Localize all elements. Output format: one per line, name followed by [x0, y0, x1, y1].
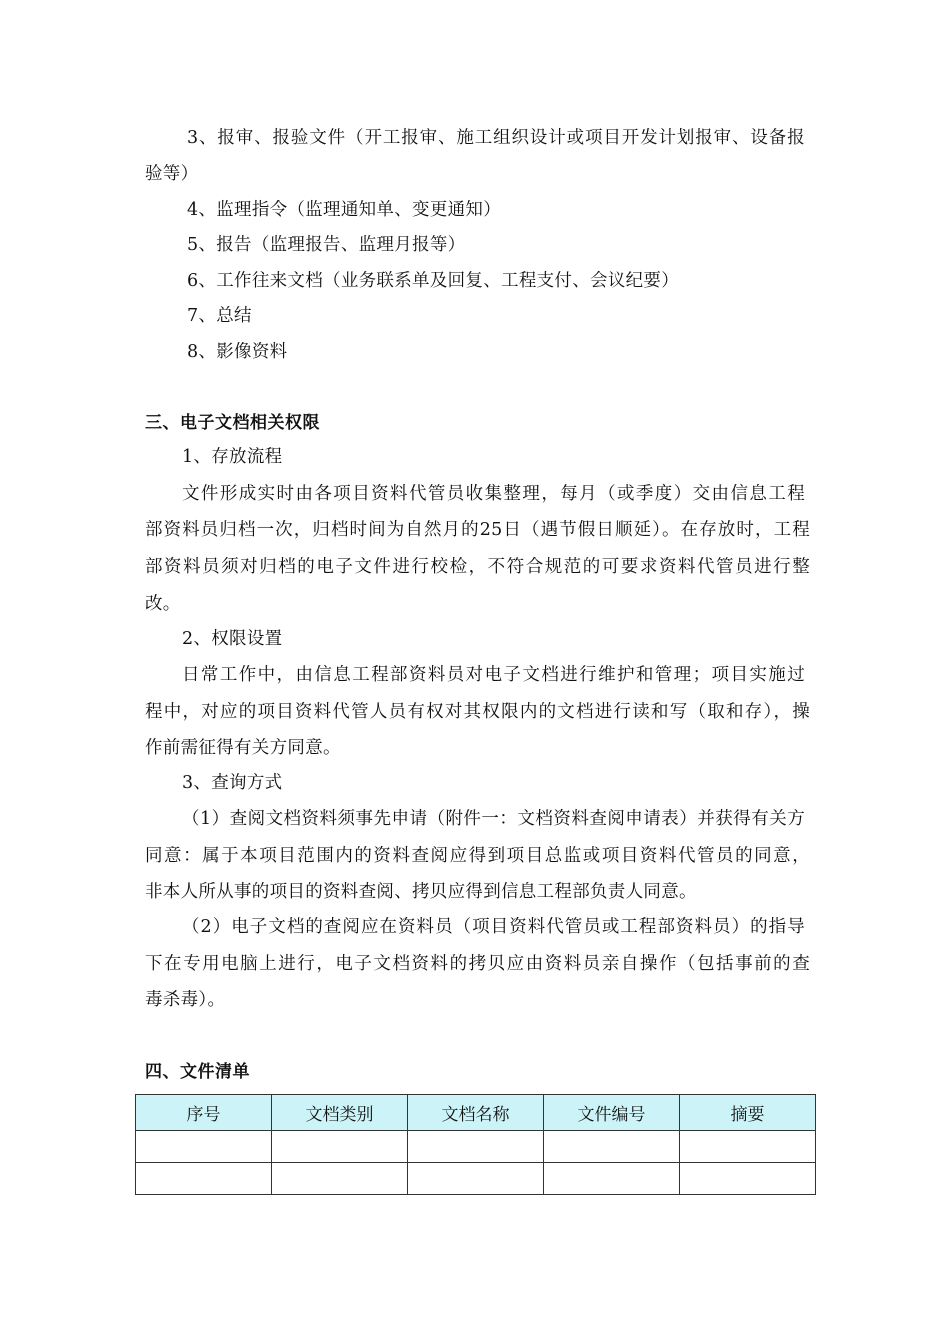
- section-3-heading: 三、电子文档相关权限: [145, 413, 320, 433]
- header-cell-category: 文档类别: [272, 1095, 408, 1131]
- file-list-table: [135, 1094, 816, 1195]
- para-2-line-3: 作前需征得有关方同意。: [145, 738, 341, 758]
- para-4-line-3: 毒杀毒）。: [145, 990, 226, 1010]
- table-cell: [272, 1131, 408, 1163]
- header-cell-number: 文件编号: [544, 1095, 680, 1131]
- section-3-sub-3: 3、查询方式: [182, 773, 283, 793]
- header-cell-summary: 摘要: [680, 1095, 816, 1131]
- para-1-line-1: 文件形成实时由各项目资料代管员收集整理，每月（或季度）交由信息工程: [182, 484, 805, 504]
- section-3-sub-1: 1、存放流程: [182, 447, 283, 467]
- table-cell: [544, 1163, 680, 1195]
- para-4-line-2: 下在专用电脑上进行，电子文档资料的拷贝应由资料员亲自操作（包括事前的查: [145, 954, 810, 974]
- table-cell: [680, 1163, 816, 1195]
- table-cell: [680, 1131, 816, 1163]
- list-item-3-line1: 3、报审、报验文件（开工报审、施工组织设计或项目开发计划报审、设备报: [187, 128, 805, 148]
- table-header-row: [136, 1095, 816, 1131]
- header-cell-index: 序号: [136, 1095, 272, 1131]
- table-cell: [272, 1163, 408, 1195]
- para-3-line-3: 非本人所从事的项目的资料查阅、拷贝应得到信息工程部负责人同意。: [145, 882, 697, 902]
- para-4-line-1: （2）电子文档的查阅应在资料员（项目资料代管员或工程部资料员）的指导: [182, 917, 805, 937]
- list-item-3-line2: 验等）: [145, 164, 199, 184]
- para-3-line-2: 同意：属于本项目范围内的资料查阅应得到项目总监或项目资料代管员的同意，: [145, 846, 810, 866]
- section-4-heading: 四、文件清单: [145, 1062, 250, 1082]
- list-item-7: 7、总结: [187, 306, 252, 326]
- table-cell: [136, 1163, 272, 1195]
- list-item-6: 6、工作往来文档（业务联系单及回复、工程支付、会议纪要）: [187, 271, 680, 291]
- para-2-line-1: 日常工作中，由信息工程部资料员对电子文档进行维护和管理；项目实施过: [182, 665, 805, 685]
- table-cell: [544, 1131, 680, 1163]
- section-3-sub-2: 2、权限设置: [182, 629, 283, 649]
- table-cell: [408, 1131, 544, 1163]
- table-row: [136, 1131, 816, 1163]
- table-cell: [408, 1163, 544, 1195]
- para-1-line-4: 改。: [145, 594, 181, 614]
- table-row: [136, 1163, 816, 1195]
- list-item-8: 8、影像资料: [187, 342, 288, 362]
- para-2-line-2: 程中，对应的项目资料代管人员有权对其权限内的文档进行读和写（取和存），操: [145, 702, 810, 722]
- header-cell-name: 文档名称: [408, 1095, 544, 1131]
- para-1-line-3: 部资料员须对归档的电子文件进行校检，不符合规范的可要求资料代管员进行整: [145, 557, 810, 577]
- list-item-5: 5、报告（监理报告、监理月报等）: [187, 235, 466, 255]
- para-3-line-1: （1）查阅文档资料须事先申请（附件一：文档资料查阅申请表）并获得有关方: [182, 809, 805, 829]
- table-cell: [136, 1131, 272, 1163]
- para-1-line-2: 部资料员归档一次，归档时间为自然月的25日（遇节假日顺延）。在存放时，工程: [145, 520, 810, 540]
- list-item-4: 4、监理指令（监理通知单、变更通知）: [187, 200, 502, 220]
